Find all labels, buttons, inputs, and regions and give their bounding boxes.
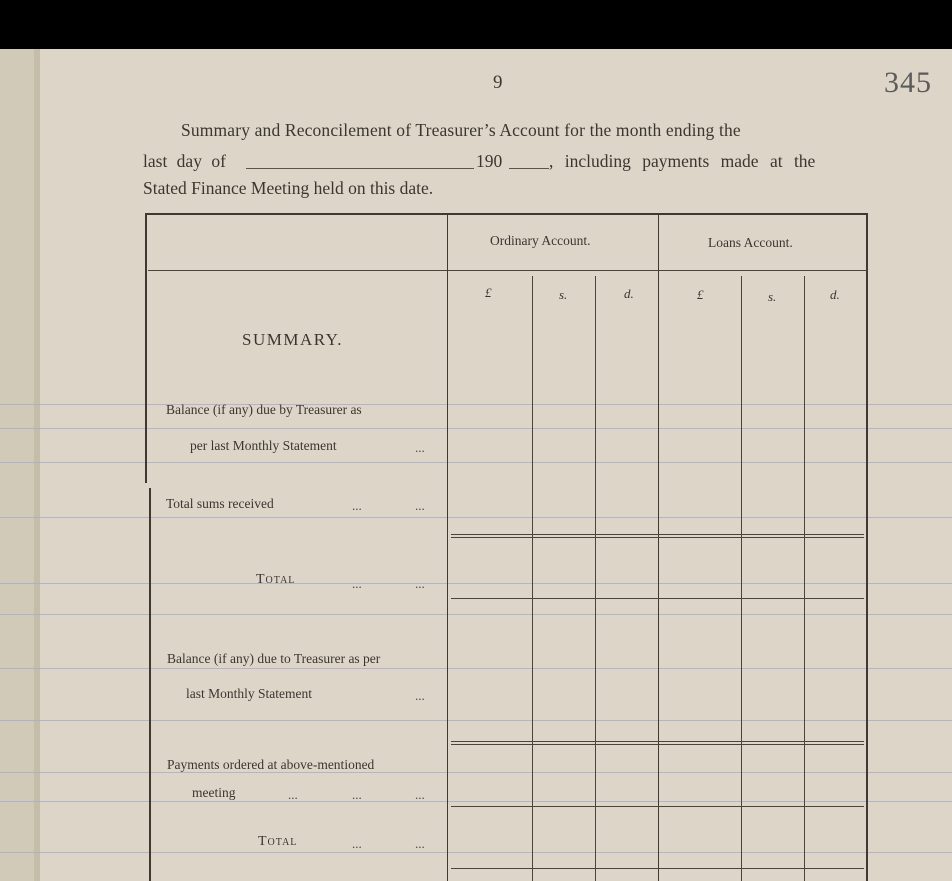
total-rule <box>451 868 864 869</box>
ruled-line <box>0 462 952 463</box>
ruled-line <box>0 404 952 405</box>
ruled-line <box>0 668 952 669</box>
leader-dots: ... <box>415 576 425 591</box>
row-total-received: Total sums received <box>166 496 274 511</box>
ruled-line <box>0 614 952 615</box>
col-line-loan-s <box>741 276 742 881</box>
col-line-loans <box>658 215 659 881</box>
leader-dots: ... <box>415 836 425 851</box>
row-balance-by-line1: Balance (if any) due by Treasurer as <box>166 402 362 417</box>
row-balance-to-line2: last Monthly Statement <box>186 686 312 701</box>
ord-pence-header: d. <box>624 286 634 301</box>
ordinary-account-header: Ordinary Account. <box>490 233 591 248</box>
row-balance-to-line1: Balance (if any) due to Treasurer as per <box>167 651 381 666</box>
summary-title: SUMMARY. <box>242 330 343 349</box>
sum-rule <box>451 744 864 745</box>
heading-line-2a: last day of <box>143 151 226 171</box>
ord-shilling-header: s. <box>559 287 568 302</box>
sum-rule <box>451 537 864 538</box>
ruled-line <box>0 801 952 802</box>
row-total-2: Total <box>258 834 298 849</box>
heading-line-1: Summary and Reconcilement of Treasurer’s Account for the month ending the <box>181 120 741 140</box>
heading-line-3: Stated Finance Meeting held on this date. <box>143 178 434 198</box>
col-line-loan-d <box>804 276 805 881</box>
blank-month <box>246 168 474 169</box>
leader-dots: ... <box>352 498 362 513</box>
header-bottom-rule <box>148 270 868 271</box>
ruled-line <box>0 772 952 773</box>
heading-line-2b: 190 <box>476 151 503 171</box>
leader-dots: ... <box>415 688 425 703</box>
leader-dots: ... <box>352 787 362 802</box>
heading-line-2c: , including payments made at the <box>549 151 816 171</box>
table-right-border <box>866 213 868 881</box>
leader-dots: ... <box>415 787 425 802</box>
sum-rule <box>451 741 864 742</box>
ruled-line <box>0 517 952 518</box>
ord-pound-header: £ <box>485 285 492 300</box>
table-left-border <box>145 213 147 483</box>
leader-dots: ... <box>288 787 298 802</box>
table-top-border <box>145 213 868 215</box>
leader-dots: ... <box>415 498 425 513</box>
col-line-ord-s <box>532 276 533 881</box>
row-total-1: Total <box>256 572 296 587</box>
table-left-border-lower <box>149 488 151 881</box>
folio-stamp: 345 <box>884 66 932 99</box>
sum-rule <box>451 534 864 535</box>
loan-pence-header: d. <box>830 287 840 302</box>
leader-dots: ... <box>352 836 362 851</box>
row-balance-by-line2: per last Monthly Statement <box>190 438 337 453</box>
loan-shilling-header: s. <box>768 289 777 304</box>
loans-account-header: Loans Account. <box>708 235 793 250</box>
col-line-ord-d <box>595 276 596 881</box>
leader-dots: ... <box>352 576 362 591</box>
row-payments-line2: meeting <box>192 785 236 800</box>
ruled-line <box>0 583 952 584</box>
blank-year <box>509 168 549 169</box>
ruled-line <box>0 428 952 429</box>
col-line-ordinary <box>447 215 448 881</box>
loan-pound-header: £ <box>697 287 704 302</box>
previous-page-edge <box>0 49 35 881</box>
row-payments-line1: Payments ordered at above-mentioned <box>167 757 375 772</box>
page-number: 9 <box>493 72 503 93</box>
total-rule <box>451 598 864 599</box>
ruled-line <box>0 720 952 721</box>
top-black-bar <box>0 0 952 49</box>
leader-dots: ... <box>415 440 425 455</box>
total-rule <box>451 806 864 807</box>
ruled-line <box>0 852 952 853</box>
